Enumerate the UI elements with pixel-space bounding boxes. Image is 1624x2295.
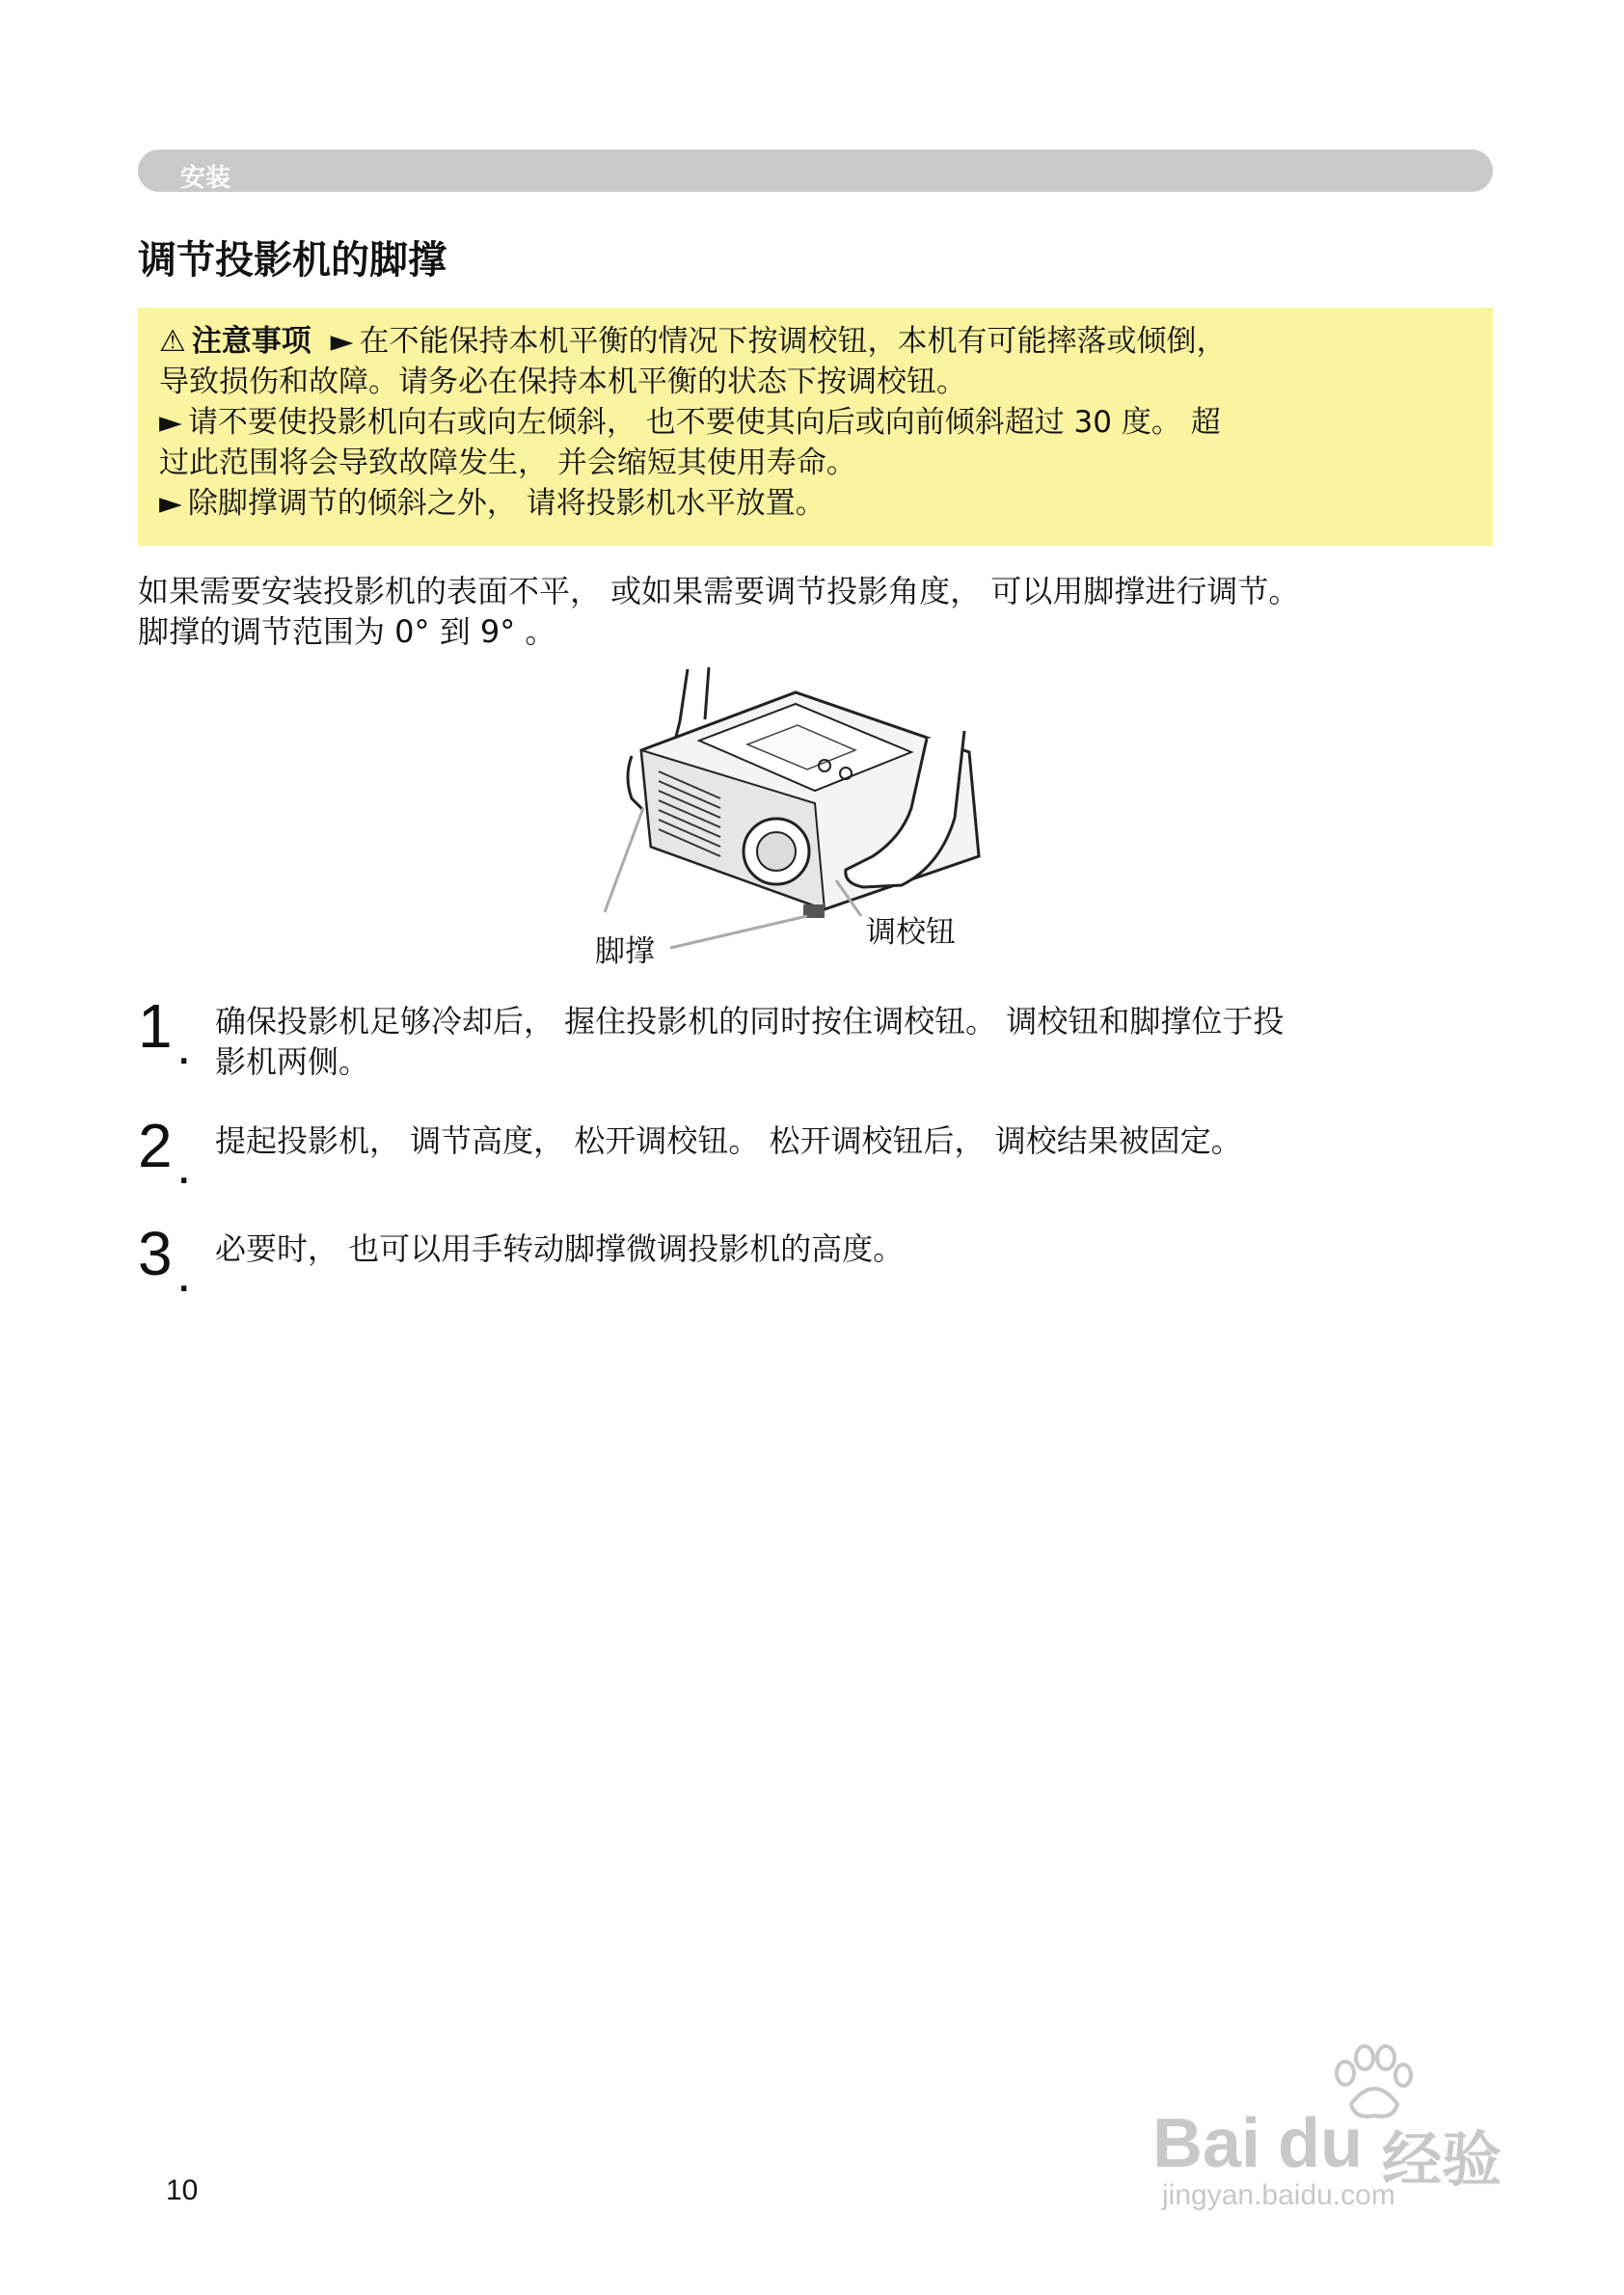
intro-paragraph (138, 571, 1507, 652)
intro-line: 如果需要安装投影机的表面不平， 或如果需要调节投影角度， 可以用脚撑进行调节。 (138, 573, 1300, 609)
intro-line: 脚撑的调节范围为 0° 到 9° 。 (138, 613, 556, 650)
step-number: 3 (138, 1219, 173, 1288)
section-bar (138, 149, 1493, 192)
caution-line-5 (159, 483, 1472, 524)
step-number: 1 (138, 991, 173, 1061)
caution-line-1 (159, 321, 1472, 362)
watermark-brand-2: du (1278, 2105, 1363, 2182)
caution-box (138, 308, 1493, 546)
caution-text: 除脚撑调节的倾斜之外， 请将投影机水平放置。 (187, 486, 826, 521)
warning-icon: ⚠ (159, 324, 186, 359)
step-number: 2 (138, 1111, 173, 1180)
arrow-icon: ► (159, 405, 182, 440)
page-number: 10 (166, 2174, 199, 2206)
step-line: 影机两侧。 (215, 1043, 370, 1080)
caution-text: 在不能保持本机平衡的情况下按调校钮，本机有可能摔落或倾倒， (359, 324, 1227, 359)
step-dot: . (178, 1265, 190, 1299)
watermark-cn: 经验 (1382, 2127, 1502, 2194)
step-dot: . (178, 1157, 190, 1191)
caution-text: 过此范围将会导致故障发生， 并会缩短其使用寿命。 (159, 446, 856, 480)
arrow-icon: ► (159, 486, 182, 521)
step-text (215, 1001, 1507, 1082)
caution-heading: 注意事项 (191, 324, 311, 359)
step-line: 确保投影机足够冷却后， 握住投影机的同时按住调校钮。 调校钮和脚撑位于投 (215, 1003, 1285, 1040)
caution-text: 请不要使投影机向右或向左倾斜， 也不要使其向后或向前倾斜超过 30 度。 超 (187, 405, 1221, 440)
step-line: 必要时， 也可以用手转动脚撑微调投影机的高度。 (215, 1230, 905, 1267)
figure-label-foot: 脚撑 (595, 934, 655, 969)
caution-text: 导致损伤和故障。请务必在保持本机平衡的状态下按调校钮。 (159, 364, 966, 399)
step-text (215, 1120, 1507, 1161)
step-dot: . (178, 1038, 190, 1071)
step-line: 提起投影机， 调节高度， 松开调校钮。 松开调校钮后， 调校结果被固定。 (215, 1122, 1242, 1159)
step-text (215, 1228, 1507, 1269)
watermark-url: jingyan.baidu.com (1162, 2179, 1395, 2211)
baidu-watermark (1152, 2044, 1557, 2211)
figure-label-button: 调校钮 (866, 915, 956, 950)
arrow-icon: ► (330, 324, 354, 359)
caution-line-3 (159, 402, 1472, 443)
page-title: 调节投影机的脚撑 (138, 238, 447, 283)
watermark-brand: Bai (1152, 2105, 1261, 2182)
section-label: 安装 (180, 164, 231, 193)
